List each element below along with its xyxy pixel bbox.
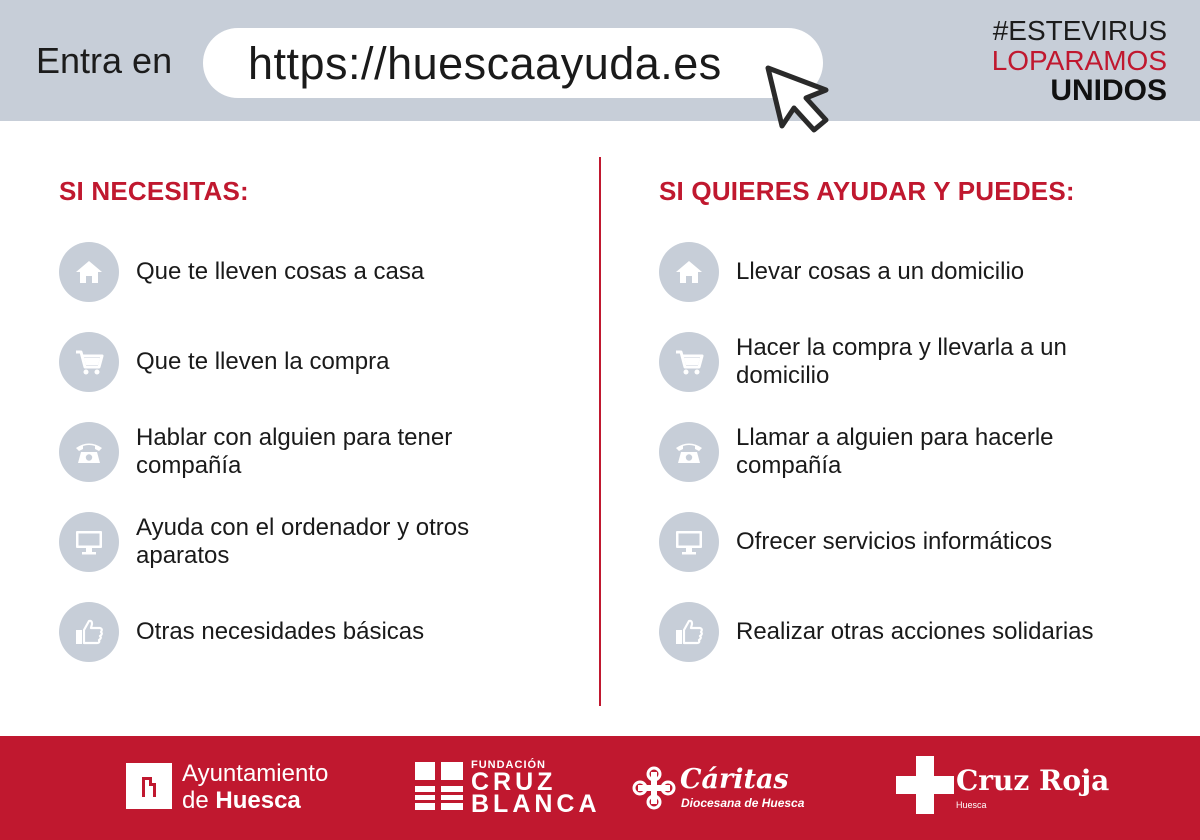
- help-item-label: Llevar cosas a un domicilio: [736, 258, 1025, 285]
- slogan-line-1: #ESTEVIRUS: [992, 15, 1167, 46]
- help-title: SI QUIERES AYUDAR Y PUEDES:: [659, 176, 1075, 206]
- ayuntamiento-emblem-icon: [126, 763, 172, 809]
- column-divider: [599, 157, 601, 706]
- cursor-arrow-icon: [764, 64, 834, 136]
- slogan: [992, 16, 1167, 106]
- caritas-cross-icon: [632, 766, 676, 810]
- header-banner: [0, 0, 1200, 121]
- need-item-label: Otras necesidades básicas: [136, 618, 425, 645]
- cart-icon: [59, 332, 119, 392]
- monitor-icon: [59, 512, 119, 572]
- cruz-blanca-emblem-icon: [415, 762, 463, 810]
- cruz-roja-subtitle: Huesca: [956, 800, 987, 810]
- enter-label: Entra en: [36, 40, 173, 81]
- ayuntamiento-prefix: de: [182, 787, 209, 814]
- thumbs-up-icon: [659, 602, 719, 662]
- phone-icon: [659, 422, 719, 482]
- help-item-label: Llamar a alguien para hacerle compañía: [736, 424, 1054, 479]
- phone-icon: [59, 422, 119, 482]
- red-cross-icon: [896, 756, 954, 814]
- home-icon: [659, 242, 719, 302]
- ayuntamiento-line-1: Ayuntamiento: [182, 760, 329, 787]
- cruz-blanca-small: FUNDACIÓN: [471, 759, 546, 771]
- thumbs-up-icon: [59, 602, 119, 662]
- cart-icon: [659, 332, 719, 392]
- home-icon: [59, 242, 119, 302]
- need-item-label: Hablar con alguien para tener compañía: [136, 424, 453, 479]
- cruz-blanca-line-1: CRUZ: [471, 768, 557, 796]
- help-item-label: Realizar otras acciones solidarias: [736, 618, 1094, 645]
- slogan-line-2: LOPARAMOS: [991, 45, 1167, 76]
- caritas-subtitle: Diocesana de Huesca: [681, 796, 805, 810]
- caritas-title: Cáritas: [680, 764, 789, 795]
- need-item-label: Ayuda con el ordenador y otros aparatos: [136, 514, 470, 569]
- url-link[interactable]: https://huescaayuda.es: [248, 38, 722, 89]
- help-item-label: Ofrecer servicios informáticos: [736, 528, 1053, 555]
- cruz-roja-title: Cruz Roja: [956, 764, 1110, 797]
- footer-logos: [0, 736, 1200, 840]
- help-item-label: Hacer la compra y llevarla a un domicilio: [736, 334, 1067, 389]
- need-title: SI NECESITAS:: [59, 176, 249, 206]
- need-item-label: Que te lleven la compra: [136, 348, 390, 375]
- monitor-icon: [659, 512, 719, 572]
- need-item-label: Que te lleven cosas a casa: [136, 258, 425, 285]
- slogan-line-3: UNIDOS: [1050, 74, 1167, 107]
- cruz-blanca-line-2: BLANCA: [471, 790, 601, 818]
- ayuntamiento-city: Huesca: [215, 787, 301, 814]
